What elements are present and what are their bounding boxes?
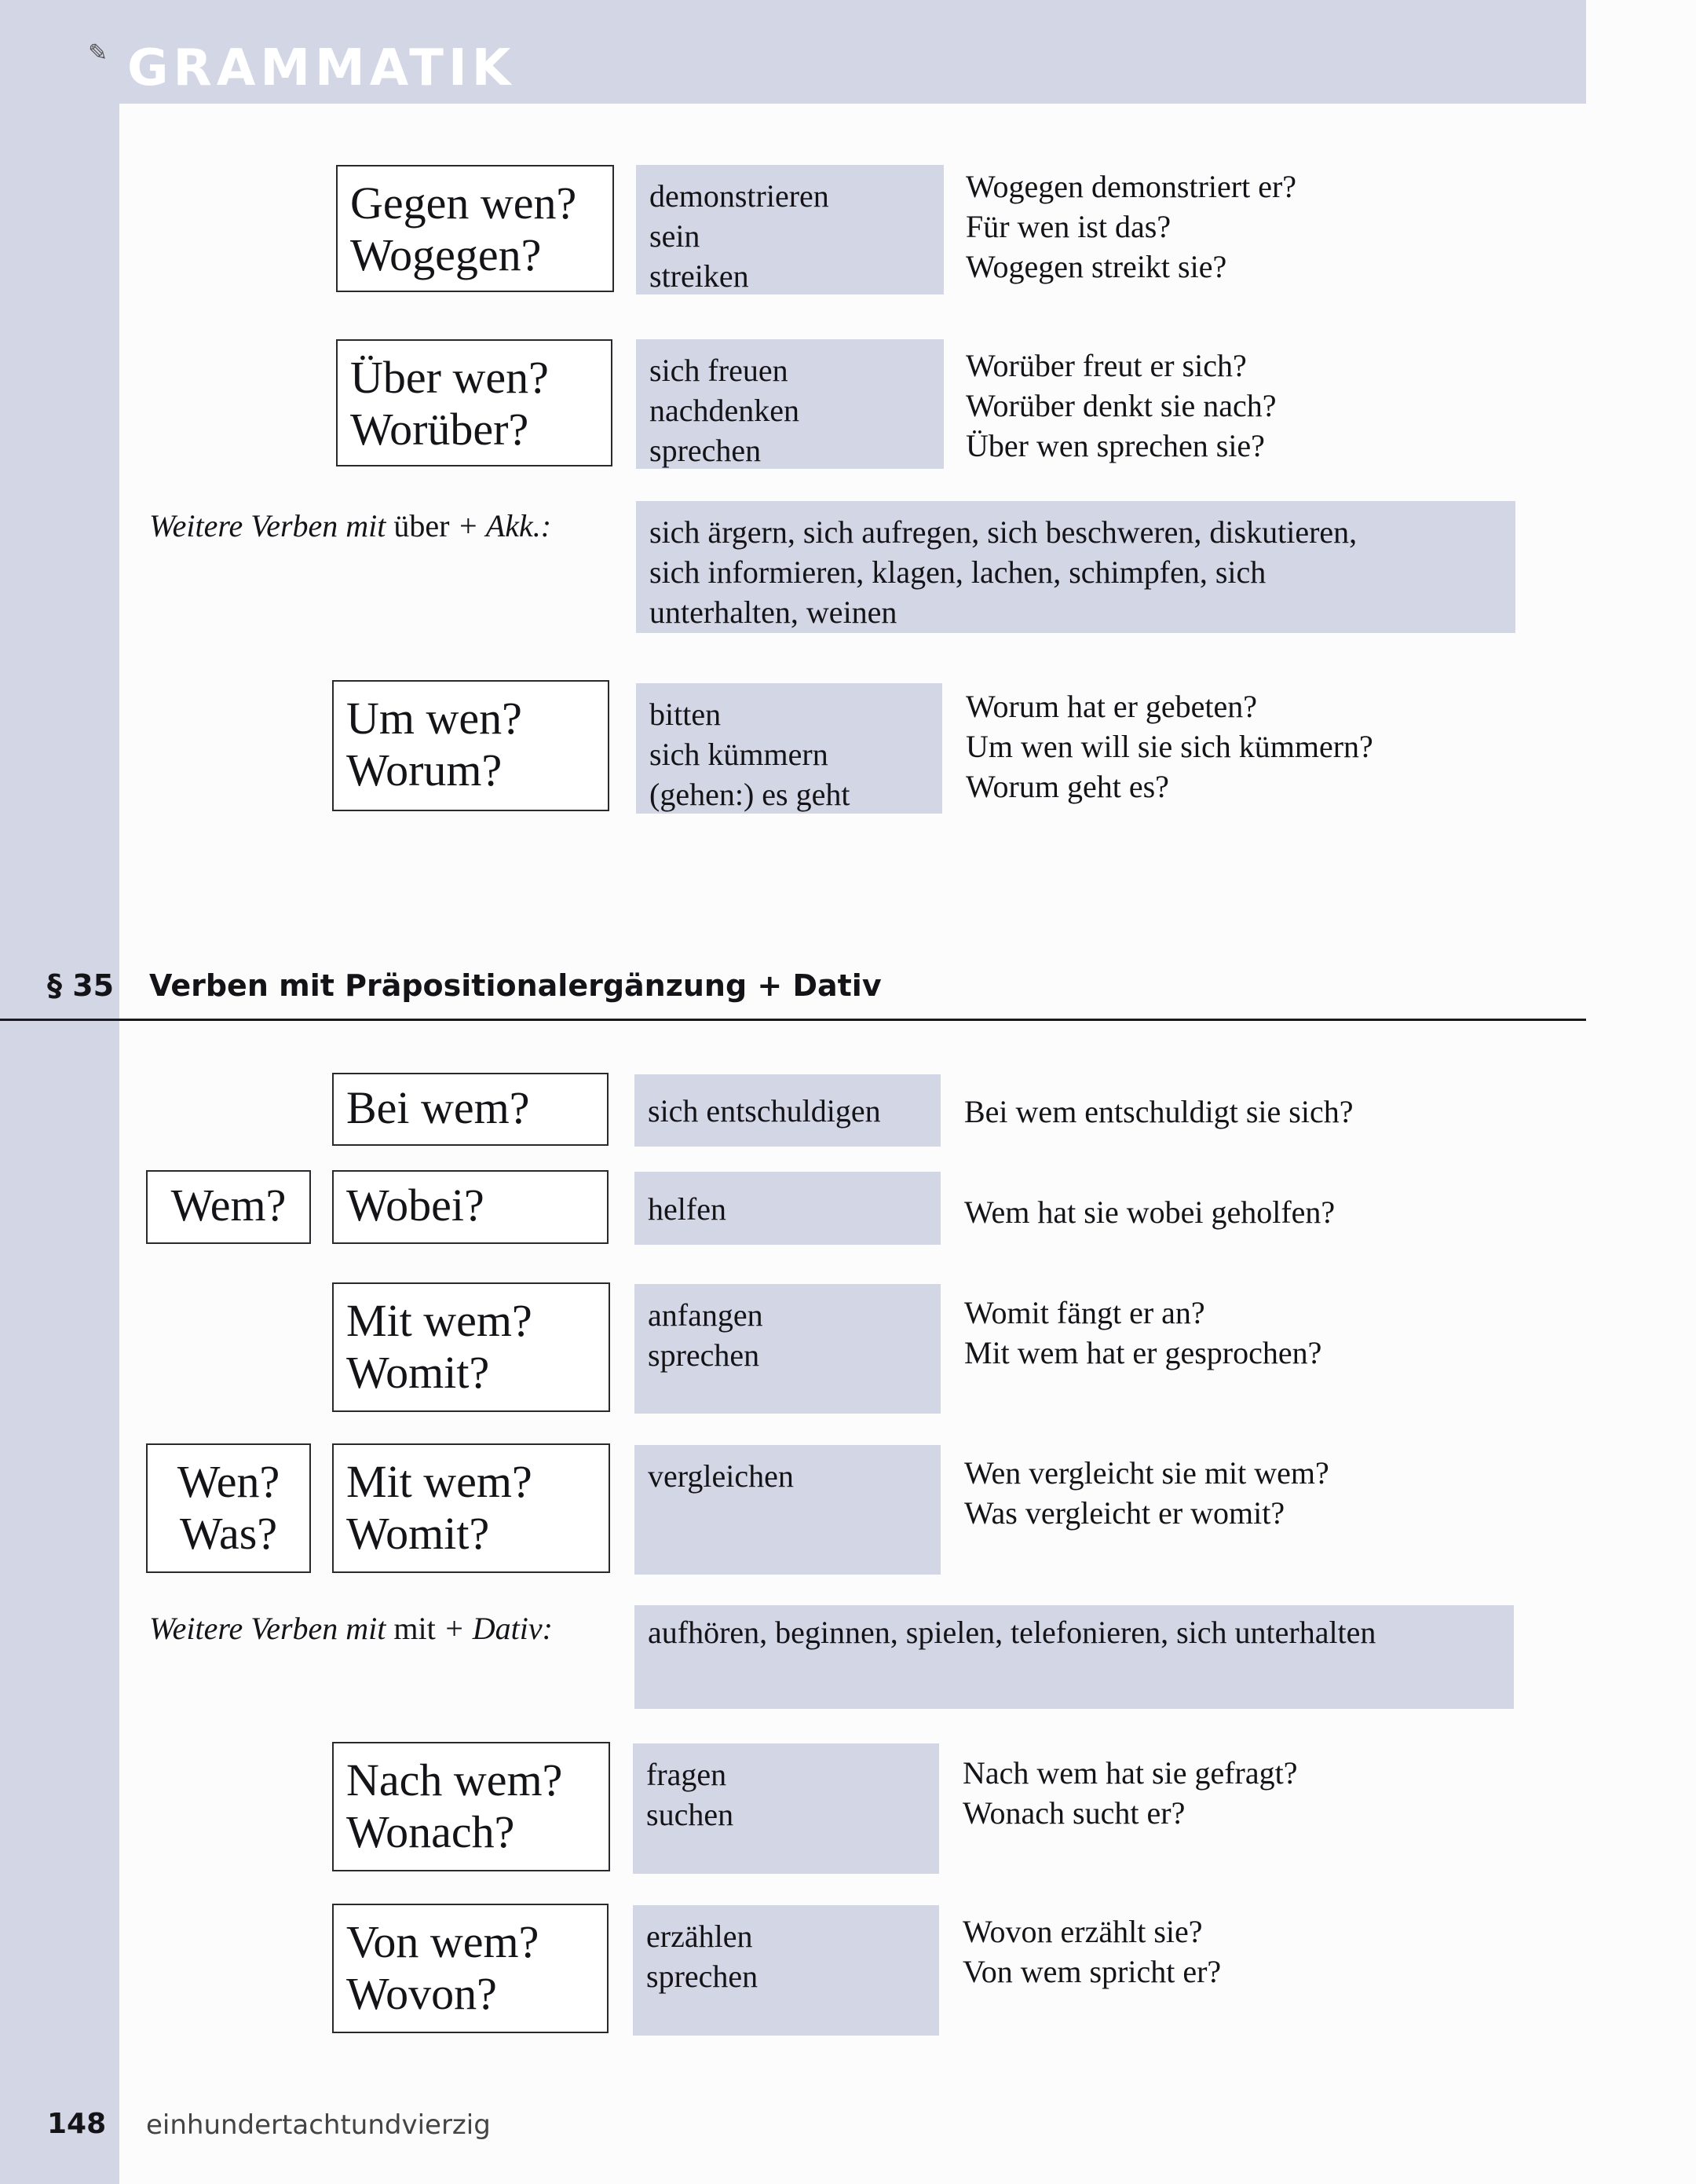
example-sentence: Worüber denkt sie nach? [966,388,1277,423]
question-box-mit-wem-vergleichen [332,1443,610,1573]
example-sentence: Wogegen streikt sie? [966,249,1227,284]
example-sentence: Um wen will sie sich kümmern? [966,729,1373,764]
question-box-bei-wem [332,1073,609,1146]
question-line: Wem? [170,1180,287,1231]
question-line: Wovon? [346,1968,497,2019]
example-sentence: Über wen sprechen sie? [966,428,1265,463]
question-line: Nach wem? [346,1754,563,1805]
example-sentence: Mit wem hat er gesprochen? [964,1335,1322,1370]
example-sentence: Wen vergleicht sie mit wem? [964,1455,1329,1491]
more-verbs-line: aufhören, beginnen, spielen, telefonieren, sich unterhalten [648,1615,1376,1650]
question-box-von-wem [332,1904,609,2033]
verb: sprechen [648,1337,760,1373]
verb: erzählen [646,1919,753,1954]
question-box-wobei [332,1170,609,1244]
verb: bitten [649,697,722,732]
example-sentence: Wem hat sie wobei geholfen? [964,1194,1336,1230]
example-sentence: Womit fängt er an? [964,1295,1205,1330]
verb: demonstrieren [649,178,829,214]
question-line: Womit? [346,1508,490,1559]
example-sentences [966,166,1296,287]
page-number: 148 [47,2108,107,2140]
verb: sprechen [646,1959,758,1994]
verb-box [636,165,944,294]
question-line: Worüber? [350,404,529,455]
verb-box [633,1905,939,2036]
question-line: Wen? [177,1456,280,1507]
verb: suchen [646,1797,734,1832]
example-sentences [964,1453,1329,1533]
question-line: Um wen? [346,693,522,744]
verb-box [634,1445,941,1575]
more-verbs-label-post: + Dativ: [435,1611,553,1646]
verb: sein [649,218,700,254]
section-title: Verben mit Präpositionalergänzung + Dativ [149,968,882,1003]
verb-box [634,1172,941,1245]
question-line: Wogegen? [350,229,542,280]
more-verbs-label-pre: Weitere Verben mit [149,1611,394,1646]
example-sentence: Worum geht es? [966,769,1169,804]
more-verbs-line: sich ärgern, sich aufregen, sich beschweren, diskutieren, [649,514,1358,550]
verb: sich kümmern [649,737,828,772]
more-verbs-label [149,507,551,544]
example-sentence: Für wen ist das? [966,209,1171,244]
question-line: Über wen? [350,352,549,403]
question-box-mit-wem [332,1282,610,1412]
section-number: § 35 [47,968,115,1003]
example-sentences [966,346,1277,466]
more-verbs-line: unterhalten, weinen [649,594,897,630]
question-line: Womit? [346,1347,490,1398]
example-sentence: Wovon erzählt sie? [963,1914,1203,1949]
question-line: Mit wem? [346,1295,532,1346]
verb-box [634,1284,941,1414]
margin-band [0,0,119,2184]
verb: anfangen [648,1297,763,1333]
more-verbs-box [634,1605,1514,1709]
verb-box [634,1074,941,1147]
example-sentence: Worum hat er gebeten? [966,689,1258,724]
example-sentence: Wonach sucht er? [963,1795,1186,1831]
example-sentence: Worüber freut er sich? [966,348,1247,383]
example-sentence: Von wem spricht er? [963,1954,1222,1989]
more-verbs-box [636,501,1515,633]
verb-box [633,1743,939,1874]
question-line: Bei wem? [346,1082,530,1133]
verb: streiken [649,258,749,294]
question-box-gegen-wen [336,165,614,292]
question-box-ueber-wen [336,339,612,466]
example-sentences [964,1092,1353,1132]
verb: sich freuen [649,353,788,388]
example-sentence: Nach wem hat sie gefragt? [963,1755,1298,1791]
verb: sich entschuldigen [648,1093,881,1129]
verb-box [636,683,942,814]
verb: nachdenken [649,393,800,428]
more-verbs-preposition: über [393,508,450,543]
page-title: GRAMMATIK [127,39,516,97]
question-box-um-wen [332,680,609,811]
page-number-words: einhundertachtundvierzig [146,2109,491,2141]
example-sentences [963,1911,1221,1992]
side-box-wem [146,1170,311,1244]
question-box-nach-wem [332,1742,610,1871]
more-verbs-line: sich informieren, klagen, lachen, schimpfen, sich [649,554,1267,590]
question-line: Gegen wen? [350,177,577,229]
question-line: Wonach? [346,1806,515,1857]
side-box-wen-was [146,1443,311,1573]
ornament-icon: ✎ [88,39,108,67]
verb: vergleichen [648,1458,794,1494]
more-verbs-label-pre: Weitere Verben mit [149,508,394,543]
more-verbs-label [149,1610,553,1647]
example-sentences [964,1293,1321,1373]
example-sentence: Was vergleicht er womit? [964,1495,1285,1531]
verb: helfen [648,1191,726,1227]
question-line: Mit wem? [346,1456,532,1507]
example-sentence: Wogegen demonstriert er? [966,169,1297,204]
question-line: Von wem? [346,1916,539,1967]
verb: (gehen:) es geht [649,777,850,812]
more-verbs-label-post: + Akk.: [449,508,552,543]
section-heading [47,968,882,1003]
question-line: Wobei? [346,1180,484,1231]
example-sentences [964,1192,1335,1232]
example-sentences [963,1753,1297,1833]
question-line: Was? [179,1508,278,1559]
example-sentences [966,686,1373,807]
section-divider [0,1019,1586,1021]
question-line: Worum? [346,744,503,796]
verb: sprechen [649,433,762,468]
verb-box [636,339,944,469]
example-sentence: Bei wem entschuldigt sie sich? [964,1094,1354,1129]
verb: fragen [646,1757,727,1792]
more-verbs-preposition: mit [393,1611,436,1646]
